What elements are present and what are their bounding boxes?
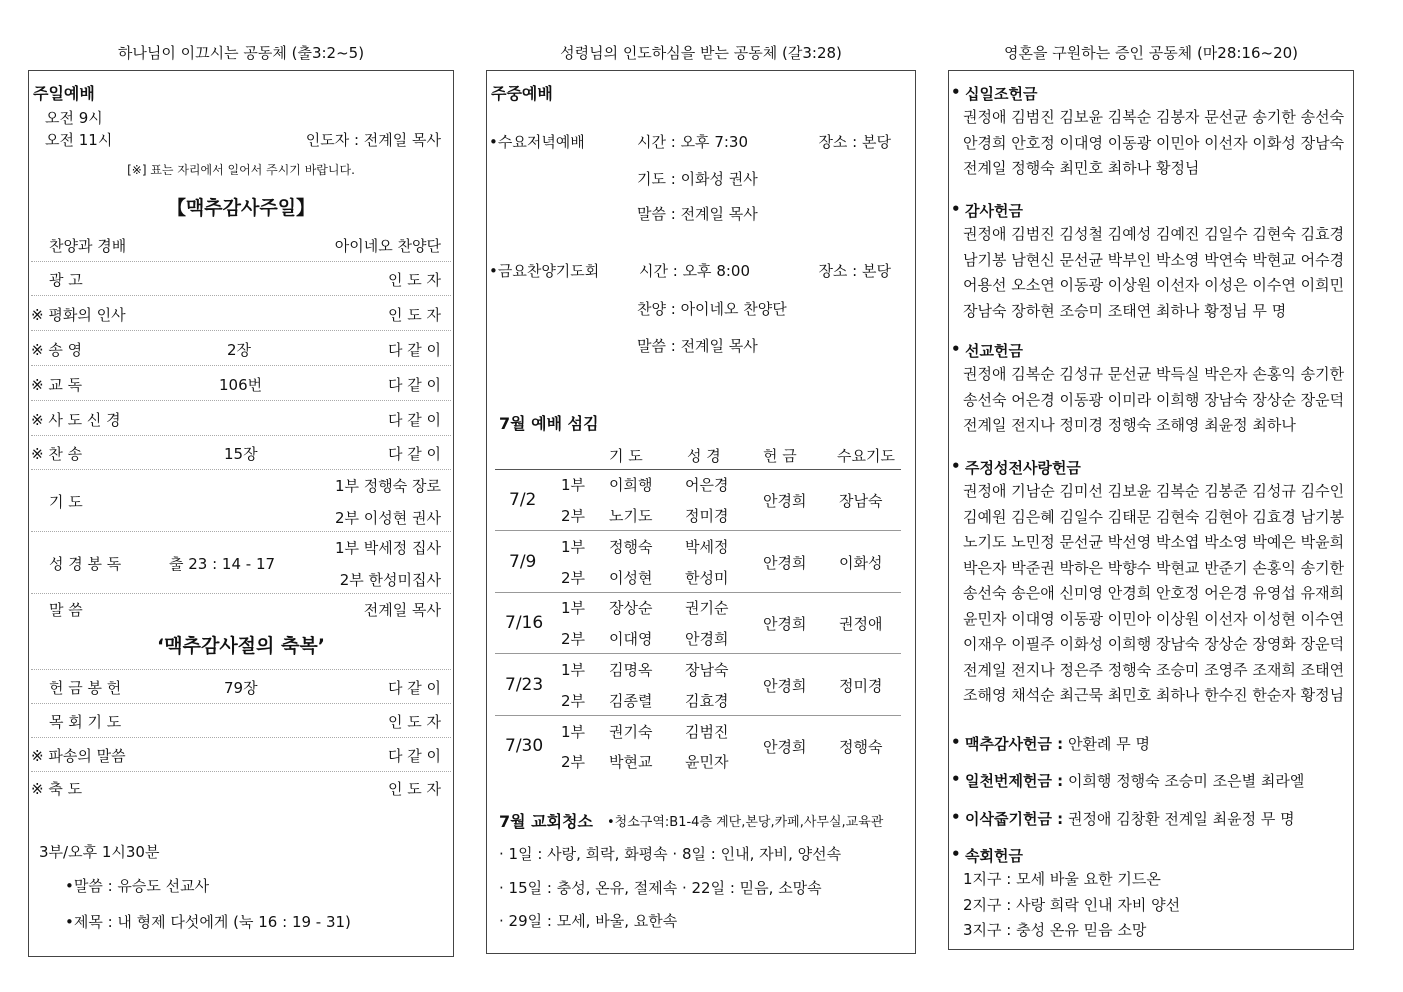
- order-item-number: 106번: [219, 376, 263, 394]
- order-item-label: ※ 송 영: [31, 341, 83, 359]
- scripture-1: 장남숙: [685, 661, 729, 679]
- reading-second-service: 2부 한성미집사: [339, 571, 441, 589]
- order-item-leader: 다 같 이: [387, 341, 441, 359]
- stand-notice: [※] 표는 자리에서 일어서 주시기 바랍니다.: [127, 163, 355, 177]
- offering: 안경희: [763, 615, 807, 633]
- gleaning-offering: [965, 808, 1295, 829]
- week-date: 7/23: [505, 675, 544, 695]
- name-line: 권정애 김범진 김보윤 김복순 김봉자 문선균 송기한 송선숙: [963, 108, 1345, 126]
- gleaning-offering-names: 권정애 김창환 전계일 최윤정 무 명: [1067, 810, 1295, 828]
- weekday-worship-title: 주중예배: [491, 84, 553, 103]
- order-item-leader: 다 같 이: [387, 747, 441, 765]
- bullet-icon: •: [951, 340, 961, 358]
- service-1: 1부: [561, 723, 586, 741]
- order-item-label: ※ 교 독: [31, 376, 83, 394]
- name-line: 남기봉 남현신 문선균 박부인 박소영 박연숙 박현교 어수경: [963, 250, 1345, 269]
- prayer-second-service: 2부 이성현 권사: [334, 509, 441, 527]
- order-item-label: 광 고: [49, 271, 83, 289]
- left-column-header: 하나님이 이끄시는 공동체 (출3:2~5): [117, 44, 365, 62]
- gleaning-offering-label: 이삭줍기헌금 :: [965, 810, 1064, 828]
- thanks-offering-names: [963, 222, 1355, 324]
- friday-service-time: 시간 : 오후 8:00: [639, 262, 751, 280]
- name-line: 권정애 김범진 김성철 김예성 김예진 김일수 김현숙 김효경: [963, 225, 1345, 243]
- wednesday-service-label: •수요저녁예배: [489, 133, 585, 151]
- name-line: 전계일 전지나 정은주 정행숙 조승미 조영주 조재희 조태연: [963, 660, 1345, 679]
- name-line: 송선숙 어은경 이동광 이미라 이희행 장남숙 장상순 장운덕: [963, 390, 1345, 409]
- order-item-leader: 다 같 이: [387, 411, 441, 429]
- temple-love-offering-names: [963, 479, 1355, 709]
- order-item-leader: 다 같 이: [387, 376, 441, 394]
- prayer-first-service: 1부 정행숙 장로: [334, 477, 441, 495]
- prayer-1: 이희행: [609, 476, 653, 494]
- order-item-leader: 다 같 이: [387, 679, 441, 697]
- prayer-2: 이성현: [609, 569, 653, 587]
- thanks-offering-title: 감사헌금: [965, 202, 1023, 220]
- offering: 안경희: [763, 677, 807, 695]
- cell-district-line: 3지구 : 충성 온유 믿음 소망: [963, 921, 1147, 939]
- service-time-2: 오전 11시: [45, 131, 113, 149]
- friday-service-label: •금요찬양기도회: [489, 262, 600, 280]
- week-date: 7/30: [505, 736, 544, 756]
- cleaning-area: •청소구역:B1-4층 계단,본당,카페,사무실,교육관: [607, 815, 884, 830]
- name-line: 노기도 노민정 문선균 박선영 박소엽 박소영 박예은 박윤희: [963, 533, 1345, 551]
- scripture-reading-label: 성 경 봉 독: [49, 555, 122, 573]
- order-item-label: 찬양과 경배: [49, 237, 127, 255]
- service-2: 2부: [561, 692, 586, 710]
- name-line: 안경희 안호정 이대영 이동광 이민아 이선자 이화성 장남숙: [963, 133, 1345, 152]
- special-sunday-title: 【맥추감사주일】: [166, 197, 316, 219]
- name-line: 윤민자 이대영 이동광 이민아 이상원 이선자 이성현 이수연: [963, 609, 1345, 628]
- name-line: 송선숙 송은애 신미영 안경희 안호정 어은경 유영섭 유재희: [963, 584, 1345, 602]
- order-item-label: 목 회 기 도: [49, 713, 122, 731]
- wednesday-service-time: 시간 : 오후 7:30: [637, 133, 749, 151]
- prayer-1: 권기숙: [609, 723, 653, 741]
- church-cleaning-title: 7월 교회청소: [499, 812, 593, 831]
- cleaning-schedule-line: · 1일 : 사랑, 희락, 화평속 · 8일 : 인내, 자비, 양선속: [499, 845, 842, 863]
- prayer-1: 장상순: [609, 599, 653, 617]
- third-service-sermon-title: •제목 : 내 형제 다섯에게 (눅 16 : 19 - 31): [65, 913, 351, 931]
- order-item-label: ※ 사 도 신 경: [31, 411, 121, 429]
- order-item-leader: 인 도 자: [387, 780, 441, 798]
- cell-district-line: 1지구 : 모세 바울 요한 기드온: [963, 870, 1161, 888]
- name-line: 전계일 정행숙 최민호 최하나 황정님: [963, 159, 1200, 177]
- sunday-worship-title: 주일예배: [33, 84, 95, 103]
- sermon-title: ‘맥추감사절의 축복’: [157, 635, 325, 657]
- friday-sermon: 말씀 : 전계일 목사: [637, 337, 758, 355]
- july-service-schedule-title: 7월 예배 섬김: [499, 414, 599, 433]
- order-item-leader: 다 같 이: [387, 445, 441, 463]
- bullet-icon: •: [951, 770, 961, 788]
- cell-offering-list: [963, 867, 1355, 944]
- order-item-number: 15장: [224, 445, 258, 463]
- order-item-label: ※ 찬 송: [31, 445, 83, 463]
- prayer-1: 김명옥: [609, 661, 653, 679]
- tithe-names: [963, 105, 1355, 182]
- name-line: 권정애 김복순 김성규 문선균 박득실 박은자 손홍익 송기한: [963, 365, 1345, 383]
- prayer-2: 노기도: [609, 507, 653, 525]
- middle-column-header: 성령님의 인도하심을 받는 공동체 (갈3:28): [560, 44, 842, 62]
- service-1: 1부: [561, 476, 586, 494]
- wednesday-sermon: 말씀 : 전계일 목사: [637, 205, 758, 223]
- wednesday-prayer-person: 정미경: [839, 677, 883, 695]
- third-service-speaker: •말씀 : 유승도 선교사: [65, 877, 210, 895]
- scripture-2: 한성미: [685, 569, 729, 587]
- scripture-2: 정미경: [685, 507, 729, 525]
- order-item-label: ※ 파송의 말씀: [31, 747, 126, 765]
- prayer-label: 기 도: [49, 493, 83, 511]
- name-line: 권정애 기남순 김미선 김보윤 김복순 김봉준 김성규 김수인: [963, 482, 1345, 500]
- sunday-worship-panel: [28, 70, 454, 957]
- thousand-offering: [965, 770, 1304, 791]
- friday-praise: 찬양 : 아이네오 찬양단: [637, 300, 787, 318]
- scripture-2: 김효경: [685, 692, 729, 710]
- week-date: 7/16: [505, 613, 544, 633]
- service-time-1: 오전 9시: [45, 109, 103, 127]
- cleaning-schedule-line: · 15일 : 충성, 온유, 절제속 · 22일 : 믿음, 소망속: [499, 879, 822, 897]
- temple-love-offering-title: 주정성전사랑헌금: [965, 459, 1081, 477]
- service-2: 2부: [561, 630, 586, 648]
- prayer-1: 정행숙: [609, 538, 653, 556]
- order-item-leader: 인 도 자: [387, 271, 441, 289]
- wednesday-prayer: 기도 : 이화성 권사: [637, 170, 758, 188]
- name-line: 김예원 김은혜 김일수 김태문 김현숙 김현아 김효경 남기봉: [963, 507, 1345, 526]
- service-1: 1부: [561, 599, 586, 617]
- reading-first-service: 1부 박세정 집사: [334, 539, 441, 557]
- week-date: 7/2: [509, 490, 537, 510]
- order-item-leader: 인 도 자: [387, 306, 441, 324]
- name-line: 전계일 전지나 정미경 정행숙 조해영 최윤정 최하나: [963, 416, 1296, 434]
- col-scripture-header: 성 경: [687, 447, 721, 465]
- bullet-icon: •: [951, 200, 961, 218]
- scripture-2: 윤민자: [685, 753, 729, 771]
- prayer-2: 박현교: [609, 753, 653, 771]
- order-item-label: ※ 축 도: [31, 780, 83, 798]
- mission-offering-names: [963, 362, 1355, 439]
- weekday-worship-panel: [486, 70, 916, 954]
- order-item-leader: 아이네오 찬양단: [334, 237, 441, 255]
- scripture-1: 박세정: [685, 538, 729, 556]
- col-wednesday-prayer-header: 수요기도: [837, 447, 895, 465]
- name-line: 조해영 채석순 최근묵 최민호 최하나 한수진 한순자 황정님: [963, 686, 1345, 704]
- order-item-leader: 인 도 자: [387, 713, 441, 731]
- wednesday-service-place: 장소 : 본당: [818, 133, 891, 151]
- order-item-number: 79장: [224, 679, 258, 697]
- friday-service-place: 장소 : 본당: [818, 262, 891, 280]
- offering: 안경희: [763, 492, 807, 510]
- mission-offering-title: 선교헌금: [965, 342, 1023, 360]
- name-line: 장남숙 장하현 조승미 조태연 최하나 황정님 무 명: [963, 301, 1287, 320]
- thousand-offering-label: 일천번제헌금 :: [965, 772, 1064, 790]
- col-prayer-header: 기 도: [609, 447, 643, 465]
- right-column-header: 영혼을 구원하는 증인 공동체 (마28:16~20): [1003, 44, 1299, 62]
- harvest-offering: [965, 733, 1150, 754]
- scripture-1: 권기순: [685, 599, 729, 617]
- thousand-offering-names: 이희행 정행숙 조승미 조은별 최라엘: [1067, 772, 1305, 790]
- bullet-icon: •: [951, 733, 961, 751]
- offering-list-panel: [948, 70, 1354, 950]
- harvest-offering-names: 안환례 무 명: [1067, 735, 1150, 753]
- wednesday-prayer-person: 정행숙: [839, 738, 883, 756]
- wednesday-prayer-person: 권정애: [839, 615, 883, 633]
- name-line: 어용선 오소연 이동광 이상원 이선자 이성은 이수연 이희민: [963, 276, 1345, 294]
- prayer-2: 김종렬: [609, 692, 653, 710]
- bullet-icon: •: [951, 457, 961, 475]
- name-line: 박은자 박준권 박하은 박향수 박현교 반준기 손홍익 송기한: [963, 558, 1345, 577]
- scripture-1: 어은경: [685, 476, 729, 494]
- service-2: 2부: [561, 569, 586, 587]
- week-date: 7/9: [509, 552, 537, 572]
- worship-leader: 인도자 : 전계일 목사: [305, 131, 441, 149]
- sermon-preacher: 전계일 목사: [363, 601, 441, 619]
- prayer-2: 이대영: [609, 630, 653, 648]
- service-2: 2부: [561, 507, 586, 525]
- order-item-label: ※ 평화의 인사: [31, 306, 126, 324]
- name-line: 이재우 이필주 이화성 이희행 장남숙 장상순 장영화 장운덕: [963, 635, 1345, 653]
- third-service-time: 3부/오후 1시30분: [39, 843, 160, 861]
- cleaning-schedule-line: · 29일 : 모세, 바울, 요한속: [499, 912, 678, 930]
- tithe-title: 십일조헌금: [965, 85, 1038, 103]
- bullet-icon: •: [951, 845, 961, 863]
- scripture-reference: 출 23 : 14 - 17: [169, 555, 276, 573]
- offering: 안경희: [763, 738, 807, 756]
- bullet-icon: •: [951, 808, 961, 826]
- bullet-icon: •: [951, 83, 961, 101]
- wednesday-prayer-person: 장남숙: [839, 492, 883, 510]
- offering: 안경희: [763, 554, 807, 572]
- scripture-1: 김범진: [685, 723, 729, 741]
- service-1: 1부: [561, 538, 586, 556]
- scripture-2: 안경희: [685, 630, 729, 648]
- service-1: 1부: [561, 661, 586, 679]
- col-offering-header: 헌 금: [763, 447, 797, 465]
- service-2: 2부: [561, 753, 586, 771]
- order-item-label: 헌 금 봉 헌: [49, 679, 122, 697]
- order-item-number: 2장: [227, 341, 252, 359]
- cell-offering-title: 속회헌금: [965, 847, 1023, 865]
- sermon-label: 말 씀: [49, 601, 83, 619]
- wednesday-prayer-person: 이화성: [839, 554, 883, 572]
- cell-district-line: 2지구 : 사랑 희락 인내 자비 양선: [963, 895, 1181, 914]
- harvest-offering-label: 맥추감사헌금 :: [965, 735, 1064, 753]
